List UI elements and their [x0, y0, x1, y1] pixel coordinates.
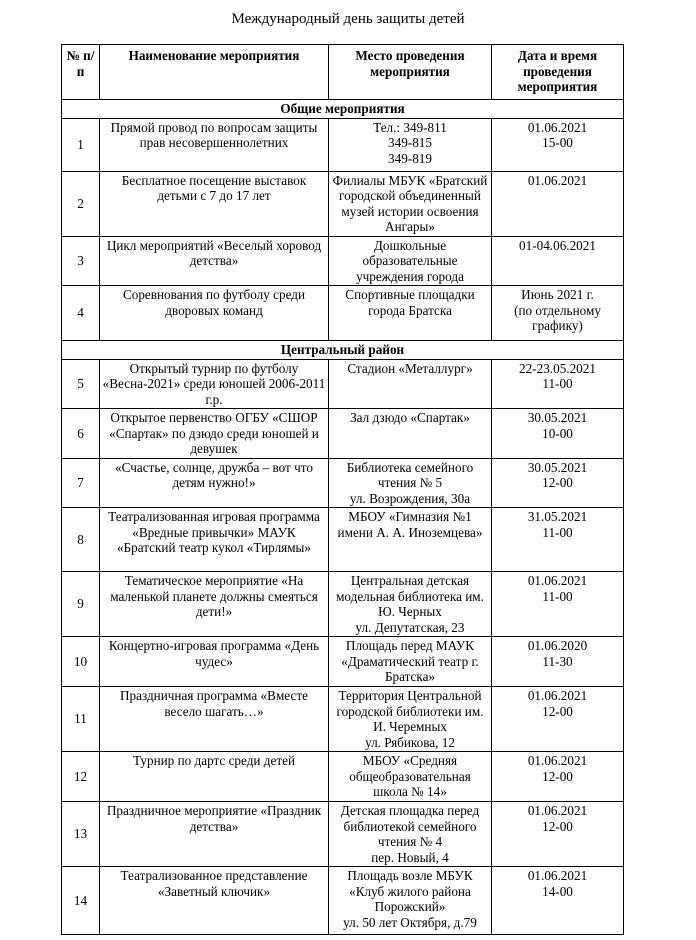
section-row [62, 341, 624, 360]
table-row [62, 687, 624, 752]
cell-datetime: 01-04.06.2021 [492, 236, 624, 286]
cell-place: Стадион «Металлург» [329, 359, 492, 409]
cell-num: 14 [62, 867, 100, 935]
cell-place: Детская площадка перед библиотекой семейного чтения № 4 пер. Новый, 4 [329, 802, 492, 867]
cell-event-name: Тематическое мероприятие «На маленькой планете должны смеяться дети!» [100, 572, 329, 637]
table-row [62, 458, 624, 508]
cell-event-name: Театрализованное представление «Заветный ключик» [100, 867, 329, 935]
cell-event-name: «Счастье, солнце, дружба – вот что детям нужно!» [100, 458, 329, 508]
page-title: Международный день защиты детей [231, 11, 465, 27]
table-row [62, 236, 624, 286]
cell-event-name: Цикл мероприятий «Веселый хоровод детства» [100, 236, 329, 286]
table-header-row [62, 45, 624, 100]
table-row [62, 752, 624, 802]
cell-datetime: 01.06.2021 [492, 171, 624, 236]
section-title: Общие мероприятия [62, 100, 624, 119]
cell-place: Территория Центральной городской библиотеки им. И. Черемных ул. Рябикова, 12 [329, 687, 492, 752]
cell-num: 4 [62, 286, 100, 341]
section-title: Центральный район [62, 341, 624, 360]
events-table [61, 44, 624, 935]
table-body [62, 100, 624, 935]
cell-place: Зал дзюдо «Спартак» [329, 409, 492, 459]
header-place: Место проведения мероприятия [329, 45, 492, 100]
cell-num: 2 [62, 171, 100, 236]
table-row [62, 867, 624, 935]
cell-num: 9 [62, 572, 100, 637]
cell-num: 6 [62, 409, 100, 459]
cell-place: Центральная детская модельная библиотека им. Ю. Черных ул. Депутатская, 23 [329, 572, 492, 637]
table-row [62, 572, 624, 637]
header-name: Наименование мероприятия [100, 45, 329, 100]
cell-datetime: 30.05.2021 10-00 [492, 409, 624, 459]
cell-place: МБОУ «Средняя общеобразовательная школа № 14» [329, 752, 492, 802]
cell-datetime: 22-23.05.2021 11-00 [492, 359, 624, 409]
cell-event-name: Бесплатное посещение выставок детьми с 7 до 17 лет [100, 171, 329, 236]
cell-event-name: Открытый турнир по футболу «Весна-2021» среди юношей 2006-2011 г.р. [100, 359, 329, 409]
cell-event-name: Соревнования по футболу среди дворовых команд [100, 286, 329, 341]
cell-place: Тел.: 349-811 349-815 349-819 [329, 118, 492, 171]
cell-datetime: 01.06.2021 11-00 [492, 572, 624, 637]
cell-datetime: 30.05.2021 12-00 [492, 458, 624, 508]
cell-event-name: Прямой провод по вопросам защиты прав несовершеннолетних [100, 118, 329, 171]
cell-datetime: 31.05.2021 11-00 [492, 508, 624, 572]
cell-place: Площадь перед МАУК «Драматический театр г. Братска» [329, 637, 492, 687]
table-row [62, 637, 624, 687]
section-row [62, 100, 624, 119]
cell-num: 1 [62, 118, 100, 171]
cell-event-name: Праздничная программа «Вместе весело шагать…» [100, 687, 329, 752]
cell-datetime: 01.06.2020 11-30 [492, 637, 624, 687]
cell-event-name: Турнир по дартс среди детей [100, 752, 329, 802]
cell-event-name: Театрализованная игровая программа «Вредные привычки» МАУК «Братский театр кукол «Тирлямы» [100, 508, 329, 572]
table-row [62, 118, 624, 171]
cell-place: Спортивные площадки города Братска [329, 286, 492, 341]
cell-num: 3 [62, 236, 100, 286]
cell-event-name: Концертно-игровая программа «День чудес» [100, 637, 329, 687]
cell-num: 5 [62, 359, 100, 409]
cell-place: МБОУ «Гимназия №1 имени А. А. Иноземцева» [329, 508, 492, 572]
cell-datetime: Июнь 2021 г. (по отдельному графику) [492, 286, 624, 341]
header-num: № п/п [62, 45, 100, 100]
cell-place: Площадь возле МБУК «Клуб жилого района Порожский» ул. 50 лет Октября, д.79 [329, 867, 492, 935]
table-row [62, 171, 624, 236]
cell-place: Библиотека семейного чтения № 5 ул. Возрождения, 30а [329, 458, 492, 508]
cell-datetime: 01.06.2021 14-00 [492, 867, 624, 935]
cell-num: 11 [62, 687, 100, 752]
cell-num: 7 [62, 458, 100, 508]
cell-datetime: 01.06.2021 15-00 [492, 118, 624, 171]
table-row [62, 409, 624, 459]
table-row [62, 508, 624, 572]
cell-num: 13 [62, 802, 100, 867]
cell-place: Дошкольные образовательные учреждения города [329, 236, 492, 286]
cell-num: 8 [62, 508, 100, 572]
table-row [62, 359, 624, 409]
table-row [62, 286, 624, 341]
cell-num: 10 [62, 637, 100, 687]
cell-datetime: 01.06.2021 12-00 [492, 687, 624, 752]
cell-event-name: Праздничное мероприятие «Праздник детства» [100, 802, 329, 867]
cell-event-name: Открытое первенство ОГБУ «СШОР «Спартак» по дзюдо среди юношей и девушек [100, 409, 329, 459]
cell-datetime: 01.06.2021 12-00 [492, 802, 624, 867]
cell-place: Филиалы МБУК «Братский городской объединенный музей истории освоения Ангары» [329, 171, 492, 236]
cell-num: 12 [62, 752, 100, 802]
cell-datetime: 01.06.2021 12-00 [492, 752, 624, 802]
header-date: Дата и время проведения мероприятия [492, 45, 624, 100]
table-row [62, 802, 624, 867]
